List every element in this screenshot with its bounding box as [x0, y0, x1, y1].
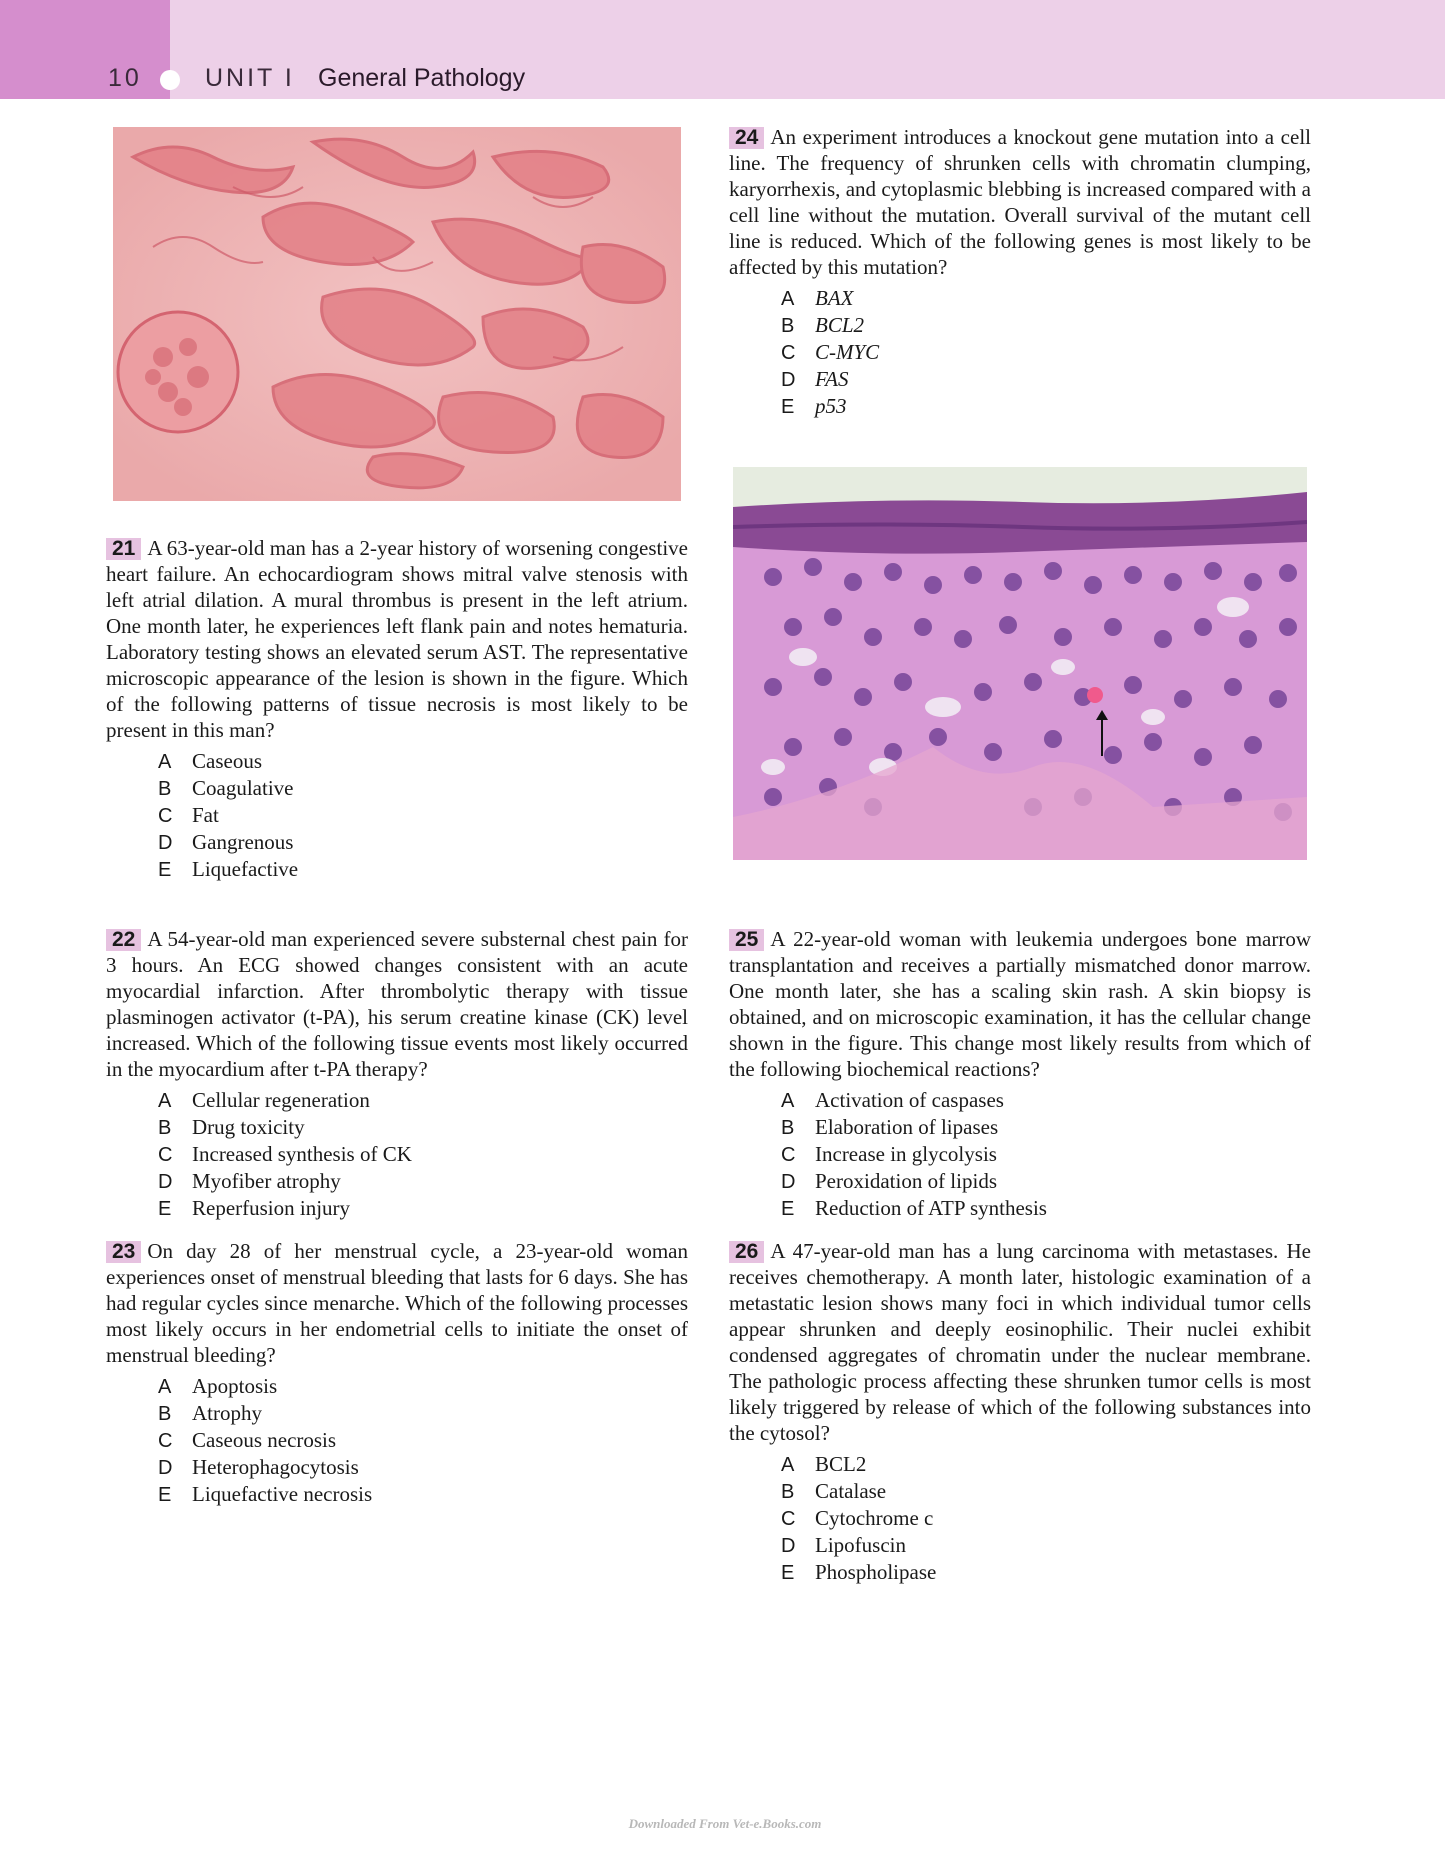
question-stem: A 54-year-old man experienced severe substernal chest pain for 3 hours. An ECG showed changes consistent with an acute myocardial infarction. After thrombolytic therapy with tissue plasminogen activator (t-PA), his serum creatine kinase (CK) level increased. Which of the following tissue events most likely occurred in the myocardium after t-PA therapy?	[106, 927, 688, 1081]
option-list	[106, 748, 688, 883]
skin-histology-image	[733, 467, 1307, 860]
option-letter: B	[158, 778, 172, 800]
option-text: Reperfusion injury	[192, 1196, 351, 1220]
question-21	[106, 535, 688, 883]
option-d[interactable]	[158, 1454, 688, 1481]
option-text: Apoptosis	[192, 1374, 278, 1398]
question-24	[729, 124, 1311, 420]
option-c[interactable]	[781, 1141, 1311, 1168]
option-d[interactable]	[781, 366, 1311, 393]
option-d[interactable]	[158, 1168, 688, 1195]
option-e[interactable]	[781, 1559, 1311, 1586]
option-text: Cellular regeneration	[192, 1088, 370, 1112]
option-letter: A	[158, 751, 172, 773]
option-letter: D	[781, 1535, 796, 1557]
option-c[interactable]	[781, 339, 1311, 366]
option-letter: E	[781, 396, 795, 418]
question-number: 22	[106, 929, 141, 951]
option-letter: D	[781, 1171, 796, 1193]
option-text: p53	[815, 394, 847, 418]
option-a[interactable]	[158, 1087, 688, 1114]
option-list	[729, 285, 1311, 420]
kidney-histology-image	[113, 127, 681, 501]
option-b[interactable]	[158, 1114, 688, 1141]
option-list	[729, 1087, 1311, 1222]
option-letter: E	[781, 1198, 795, 1220]
option-text: BCL2	[815, 1452, 867, 1476]
option-a[interactable]	[158, 748, 688, 775]
option-text: Liquefactive necrosis	[192, 1482, 373, 1506]
header-dot-icon	[160, 70, 180, 90]
option-letter: E	[158, 1198, 172, 1220]
option-text: Cytochrome c	[815, 1506, 934, 1530]
option-text: Caseous	[192, 749, 262, 773]
option-letter: C	[781, 342, 796, 364]
option-letter: E	[158, 1484, 172, 1506]
option-e[interactable]	[158, 856, 688, 883]
page-number: 10	[108, 64, 142, 92]
option-letter: D	[158, 1457, 173, 1479]
option-e[interactable]	[158, 1195, 688, 1222]
option-letter: A	[781, 1090, 795, 1112]
question-number: 21	[106, 538, 141, 560]
option-letter: C	[781, 1144, 796, 1166]
option-text: Coagulative	[192, 776, 294, 800]
question-number: 23	[106, 1241, 141, 1263]
option-e[interactable]	[781, 393, 1311, 420]
unit-label: UNIT I	[205, 64, 295, 92]
option-b[interactable]	[781, 1478, 1311, 1505]
option-text: Elaboration of lipases	[815, 1115, 999, 1139]
option-d[interactable]	[781, 1532, 1311, 1559]
option-text: Activation of caspases	[815, 1088, 1004, 1112]
header-tab	[0, 0, 170, 99]
question-22	[106, 926, 688, 1222]
option-text: Phospholipase	[815, 1560, 937, 1584]
option-a[interactable]	[781, 1451, 1311, 1478]
option-d[interactable]	[158, 829, 688, 856]
question-number: 26	[729, 1241, 764, 1263]
option-letter: A	[781, 288, 795, 310]
option-text: Drug toxicity	[192, 1115, 305, 1139]
option-letter: C	[158, 1144, 173, 1166]
option-list	[106, 1373, 688, 1508]
option-c[interactable]	[781, 1505, 1311, 1532]
option-text: Heterophagocytosis	[192, 1455, 359, 1479]
option-a[interactable]	[158, 1373, 688, 1400]
option-a[interactable]	[781, 1087, 1311, 1114]
option-text: C-MYC	[815, 340, 880, 364]
option-list	[106, 1087, 688, 1222]
option-letter: B	[781, 315, 795, 337]
question-stem: On day 28 of her menstrual cycle, a 23-year-old woman experiences onset of menstrual bleeding that lasts for 6 days. She has had regular cycles since menarche. Which of the following processes most likely occurs in her endometrial cells to initiate the onset of menstrual bleeding?	[106, 1239, 688, 1367]
option-b[interactable]	[158, 1400, 688, 1427]
option-a[interactable]	[781, 285, 1311, 312]
option-text: Liquefactive	[192, 857, 299, 881]
option-text: Atrophy	[192, 1401, 262, 1425]
option-text: Reduction of ATP synthesis	[815, 1196, 1047, 1220]
option-b[interactable]	[781, 312, 1311, 339]
arrow-icon	[1095, 710, 1109, 756]
option-letter: A	[158, 1090, 172, 1112]
section-title: General Pathology	[318, 64, 526, 92]
question-25	[729, 926, 1311, 1222]
option-text: Lipofuscin	[815, 1533, 906, 1557]
option-list	[729, 1451, 1311, 1586]
option-text: Myofiber atrophy	[192, 1169, 341, 1193]
option-c[interactable]	[158, 1427, 688, 1454]
option-text: FAS	[815, 367, 849, 391]
question-stem: A 47-year-old man has a lung carcinoma with metastases. He receives chemotherapy. A month later, histologic examination of a metastatic lesion shows many foci in which individual tumor cells appear shrunken and deeply eosinophilic. Their nuclei exhibit condensed aggregates of chromatin under the nuclear membrane. The pathologic process affecting these shrunken tumor cells is most likely triggered by release of which of the following substances into the cytosol?	[729, 1239, 1311, 1445]
option-letter: D	[781, 369, 796, 391]
option-text: Peroxidation of lipids	[815, 1169, 997, 1193]
option-d[interactable]	[781, 1168, 1311, 1195]
question-26	[729, 1238, 1311, 1586]
option-letter: D	[158, 832, 173, 854]
option-text: Increased synthesis of CK	[192, 1142, 412, 1166]
option-b[interactable]	[158, 775, 688, 802]
question-number: 24	[729, 127, 764, 149]
option-text: Gangrenous	[192, 830, 294, 854]
question-number: 25	[729, 929, 764, 951]
option-letter: B	[781, 1481, 795, 1503]
option-e[interactable]	[781, 1195, 1311, 1222]
option-letter: A	[158, 1376, 172, 1398]
option-letter: D	[158, 1171, 173, 1193]
question-23	[106, 1238, 688, 1508]
question-stem: An experiment introduces a knockout gene mutation into a cell line. The frequency of shrunken cells with chromatin clumping, karyorrhexis, and cytoplasmic blebbing is increased compared with a cell line without the mutation. Overall survival of the mutant cell line is reduced. Which of the following genes is most likely to be affected by this mutation?	[729, 125, 1311, 279]
option-letter: A	[781, 1454, 795, 1476]
option-e[interactable]	[158, 1481, 688, 1508]
question-stem: A 22-year-old woman with leukemia undergoes bone marrow transplantation and receives a partially mismatched donor marrow. One month later, she has a scaling skin rash. A skin biopsy is obtained, and on microscopic examination, it has the cellular change shown in the figure. This change most likely results from which of the following biochemical reactions?	[729, 927, 1311, 1081]
question-stem: A 63-year-old man has a 2-year history of worsening congestive heart failure. An echocardiogram shows mitral valve stenosis with left atrial dilation. A mural thrombus is present in the left atrium. One month later, he experiences left flank pain and notes hematuria. Laboratory testing shows an elevated serum AST. The representative microscopic appearance of the lesion is shown in the figure. Which of the following patterns of tissue necrosis is most likely to be present in this man?	[106, 536, 688, 742]
option-letter: E	[781, 1562, 795, 1584]
option-text: Catalase	[815, 1479, 887, 1503]
option-text: BAX	[815, 286, 854, 310]
option-text: Caseous necrosis	[192, 1428, 337, 1452]
option-letter: C	[158, 805, 173, 827]
option-letter: C	[158, 1430, 173, 1452]
option-b[interactable]	[781, 1114, 1311, 1141]
option-letter: E	[158, 859, 172, 881]
option-text: Fat	[192, 803, 219, 827]
option-text: BCL2	[815, 313, 865, 337]
footer-watermark: Downloaded From Vet-e.Books.com	[628, 1816, 822, 1831]
option-letter: C	[781, 1508, 796, 1530]
option-c[interactable]	[158, 802, 688, 829]
option-letter: B	[158, 1403, 172, 1425]
option-letter: B	[158, 1117, 172, 1139]
option-text: Increase in glycolysis	[815, 1142, 997, 1166]
option-letter: B	[781, 1117, 795, 1139]
option-c[interactable]	[158, 1141, 688, 1168]
